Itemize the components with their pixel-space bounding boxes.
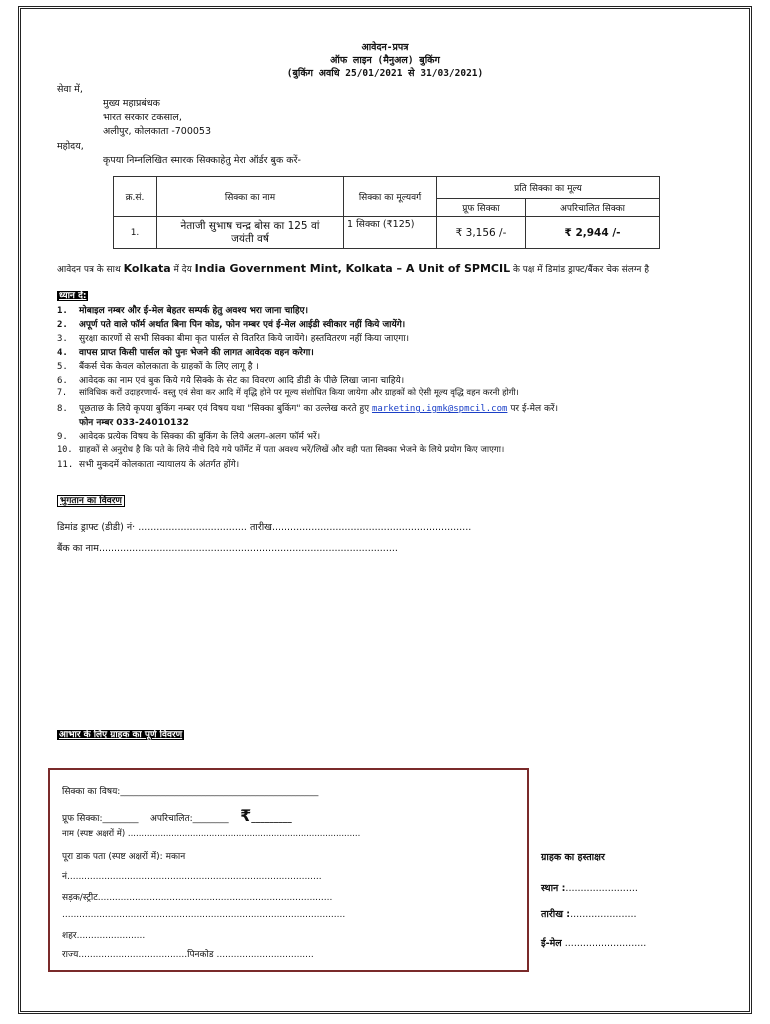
address-line-2: भारत सरकार टकसाल, — [103, 112, 182, 123]
coin-subject-field[interactable]: सिक्का का विषय:____________________________________________ — [62, 787, 319, 797]
instruction-1: 1. मोबाइल नम्बर और ई-मेल बेहतर सम्पर्क हेतु अवश्य भरा जाना चाहिए। — [57, 306, 309, 316]
address-label: पूरा डाक पता (स्पष्ट अक्षरों में): मकान — [62, 852, 186, 862]
col-sn: क्र.सं. — [114, 177, 157, 217]
instruction-6: 6. आवेदक का नाम एवं बुक किये गये सिक्के के सेट का विवरण आदि डीडी के पीछे लिखा जाना चाहिये। — [57, 376, 405, 386]
form-subtitle: ऑफ लाइन (मैनुअल) बुकिंग — [330, 55, 440, 66]
city-field[interactable]: शहर........................ — [62, 931, 146, 941]
row-proof-price: ₹ 3,156 /- — [437, 217, 526, 249]
col-unc: अपरिचालित सिक्का — [526, 199, 660, 217]
phone-number: फोन नम्बर 033-24010132 — [79, 418, 189, 428]
address-line-1: मुख्य महाप्रबंधक — [103, 98, 160, 109]
instruction-11: 11. सभी मुकदमें कोलकाता न्यायालय के अंतर्गत होंगे। — [57, 460, 240, 470]
name-field[interactable]: नाम (स्पष्ट अक्षरों में) ...................................................................................... — [62, 829, 361, 839]
signature-label: ग्राहक का हस्ताक्षर — [541, 852, 605, 863]
note-kolkata: Kolkata — [123, 262, 171, 275]
dd-note — [57, 262, 649, 275]
row-coin-name — [157, 217, 344, 249]
email-field[interactable]: ई-मेल ........................... — [541, 938, 647, 949]
customer-title: आभार के लिए ग्राहक का पूर्ण विवरण — [59, 730, 183, 740]
note-post: के पक्ष में डिमांड ड्राफ्ट/बैंकर चेक संलग्न है — [512, 265, 650, 275]
instruction-3: 3. सुरक्षा कारणों से सभी सिक्का बीमा कृत पार्सल से वितरित किये जायेंगे। हस्तवितरण नहीं किया जाएगा। — [57, 334, 410, 344]
address-to: सेवा में, — [57, 84, 83, 95]
coin-table — [113, 176, 660, 249]
payment-title: भुगतान का विवरण — [57, 493, 125, 506]
row-coin-name-l2: जयंती वर्ष — [231, 232, 269, 245]
table-row — [114, 217, 660, 249]
col-denomination: सिक्का का मूल्यवर्ग — [344, 177, 437, 217]
bank-name-field[interactable]: बैंक का नाम................................................................................................... — [57, 543, 398, 554]
address-extra-field[interactable]: ................................................................................................... — [62, 910, 346, 920]
rupee-icon: ₹ — [240, 806, 252, 825]
instructions-title-text: ध्यान दें: — [59, 291, 87, 301]
dd-number-field[interactable]: डिमांड ड्राफ्ट (डीडी) नं· .................................... तारीख.................................................................. — [57, 522, 472, 533]
instructions-title — [57, 288, 88, 301]
house-no-field[interactable]: नं......................................................................................... — [62, 872, 322, 882]
row-sn: 1. — [114, 217, 157, 249]
instruction-9: 9. आवेदक प्रत्येक विषय के सिक्का की बुकिंग के लिये अलग-अलग फॉर्म भरें। — [57, 432, 321, 442]
form-title: आवेदन-प्रपत्र — [361, 42, 409, 53]
request-text: कृपया निम्नलिखित स्मारक सिक्काहेतु मेरा ऑर्डर बुक करें- — [103, 155, 301, 166]
col-price: प्रति सिक्का का मूल्य — [437, 177, 660, 199]
col-coin-name: सिक्का का नाम — [157, 177, 344, 217]
row-denomination: 1 सिक्का (₹125) — [344, 217, 437, 249]
customer-details-box — [48, 768, 529, 972]
address-line-3: अलीपुर, कोलकाता -700053 — [103, 126, 212, 137]
note-mint: India Government Mint, Kolkata – A Unit of SPMCIL — [194, 262, 511, 275]
note-pre: आवेदन पत्र के साथ — [57, 265, 121, 275]
email-link[interactable]: marketing.igmk@spmcil.com — [371, 404, 508, 414]
instruction-2: 2. अपूर्ण पते वाले फॉर्म अर्थात बिना पिन कोड, फोन नम्बर एवं ई-मेल आईडी स्वीकार नहीं किये जायेंगे। — [57, 320, 406, 330]
street-field[interactable]: सड़क/स्ट्रीट.................................................................................. — [62, 893, 333, 903]
place-field[interactable]: स्थान :........................ — [541, 883, 638, 894]
note-mid: में देय — [173, 265, 192, 275]
date-field[interactable]: तारीख :...................... — [541, 909, 637, 920]
booking-period: (बुकिंग अवधि 25/01/2021 से 31/03/2021) — [286, 68, 484, 79]
state-pin-field[interactable]: राज्य......................................पिनकोड .................................. — [62, 950, 314, 960]
row-coin-name-l1: नेताजी सुभाष चन्द्र बोस का 125 वां — [180, 219, 320, 232]
instruction-7: 7. सांविधिक करों उदाहरणार्थ- वस्तु एवं सेवा कर आदि में वृद्धि होने पर मूल्य संशोधित किया जायेगा और ग्राहकों को ऐसी मूल्य वृद्धि वहन करनी होगी। — [57, 387, 519, 397]
instruction-10: 10. ग्राहकों से अनुरोध है कि पते के लिये नीचे दिये गये फॉर्मेट में पता अवश्य भरें/लिखें और वही पता सिक्का भेजने के लिये प्रयोग किए जाएगा। — [57, 445, 505, 455]
instruction-4: 4. वापस प्राप्त किसी पार्सल को पुनः भेजने की लागत आवेदक वहन करेगा। — [57, 348, 314, 358]
salutation: महोदय, — [57, 141, 84, 152]
instruction-5: 5. बैंकर्स चेक केवल कोलकाता के ग्राहकों के लिए लागू है । — [57, 362, 259, 372]
col-proof: प्रूफ सिक्का — [437, 199, 526, 217]
coin-type-field[interactable]: प्रूफ सिक्का:________ अपरिचालित:________ ₹_________ — [62, 806, 292, 825]
instruction-8: 8. पूछताछ के लिये कृपया बुकिंग नम्बर एवं विषय यथा "सिक्का बुकिंग" का उल्लेख करते हुए marketing.igmk@spmcil.com पर ई-मेल करें। — [57, 404, 558, 414]
row-unc-price: ₹ 2,944 /- — [526, 217, 660, 249]
